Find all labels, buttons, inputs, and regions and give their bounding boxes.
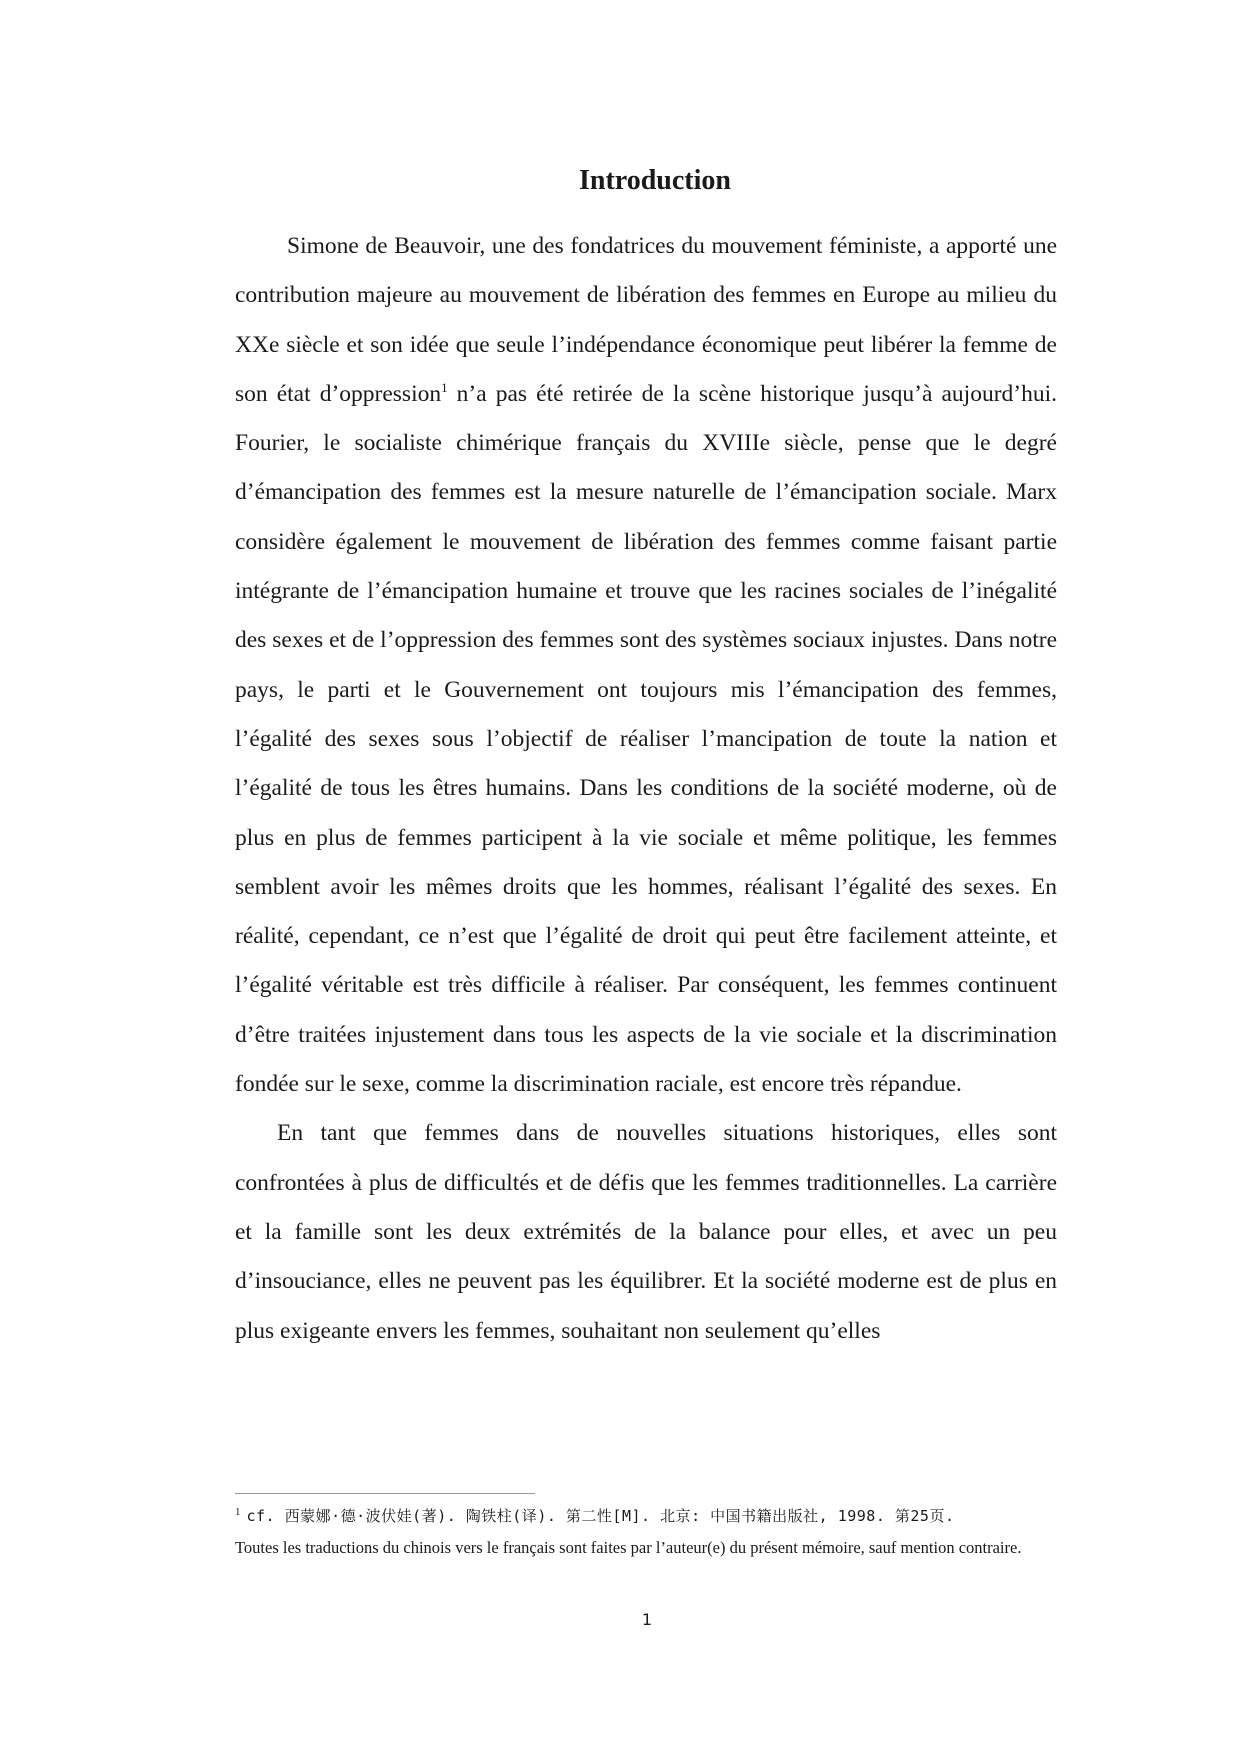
footnote-separator (235, 1493, 535, 1494)
footnote-citation: cf. 西蒙娜·德·波伏娃(著). 陶铁柱(译). 第二性[M]. 北京: 中国书籍出版社, 1998. 第25页. (246, 1507, 955, 1525)
page-title: Introduction (579, 165, 731, 196)
footnote-text: Toutes les traductions du chinois vers le français sont faites par l’auteur(e) du présent mémoire, sauf mention contraire. (235, 1538, 1022, 1557)
page-number: 1 (641, 1610, 653, 1629)
paragraph-1-part-1: Simone de Beauvoir, une des fondatrices du mouvement féministe, a apporté une contribution majeure au mouvement de libération des femmes en Europe au milieu du XXe siècle et son idée que seule l’indépendance économique peut libérer la femme de son état d’oppression (235, 233, 1057, 407)
footnote-citation-line (235, 1500, 1057, 1532)
footnote-reference[interactable]: 1 (441, 380, 448, 396)
paragraph-2: En tant que femmes dans de nouvelles situations historiques, elles sont confrontées à plus de difficultés et de défis que les femmes traditionnelles. La carrière et la famille sont les deux extrémités de la balance pour elles, et avec un peu d’insouciance, elles ne peuvent pas les équilibrer. Et la société moderne est de plus en plus exigeante envers les femmes, souhaitant non seulement qu’elles (235, 1120, 1057, 1344)
paragraph-1 (235, 222, 1057, 1109)
body-text (235, 222, 1057, 1356)
footnote (235, 1500, 1057, 1564)
paragraph-1-part-2: n’a pas été retirée de la scène historique jusqu’à aujourd’hui. Fourier, le socialiste chimérique français du XVIIIe siècle, pense que le degré d’émancipation des femmes est la mesure naturelle de l’émancipation sociale. Marx considère également le mouvement de libération des femmes comme faisant partie intégrante de l’émancipation humaine et trouve que les racines sociales de l’inégalité des sexes et de l’oppression des femmes sont des systèmes sociaux injustes. Dans notre pays, le parti et le Gouvernement ont toujours mis l’émancipation des femmes, l’égalité des sexes sous l’objectif de réaliser l’mancipation de toute la nation et l’égalité de tous les êtres humains. Dans les conditions de la société moderne, où de plus en plus de femmes participent à la vie sociale et même politique, les femmes semblent avoir les mêmes droits que les hommes, réalisant l’égalité des sexes. En réalité, cependant, ce n’est que l’égalité de droit qui peut être facilement atteinte, et l’égalité véritable est très difficile à réaliser. Par conséquent, les femmes continuent d’être traitées injustement dans tous les aspects de la vie sociale et la discrimination fondée sur le sexe, comme la discrimination raciale, est encore très répandue. (235, 380, 1058, 1098)
footnote-mark: 1 (235, 1505, 241, 1518)
